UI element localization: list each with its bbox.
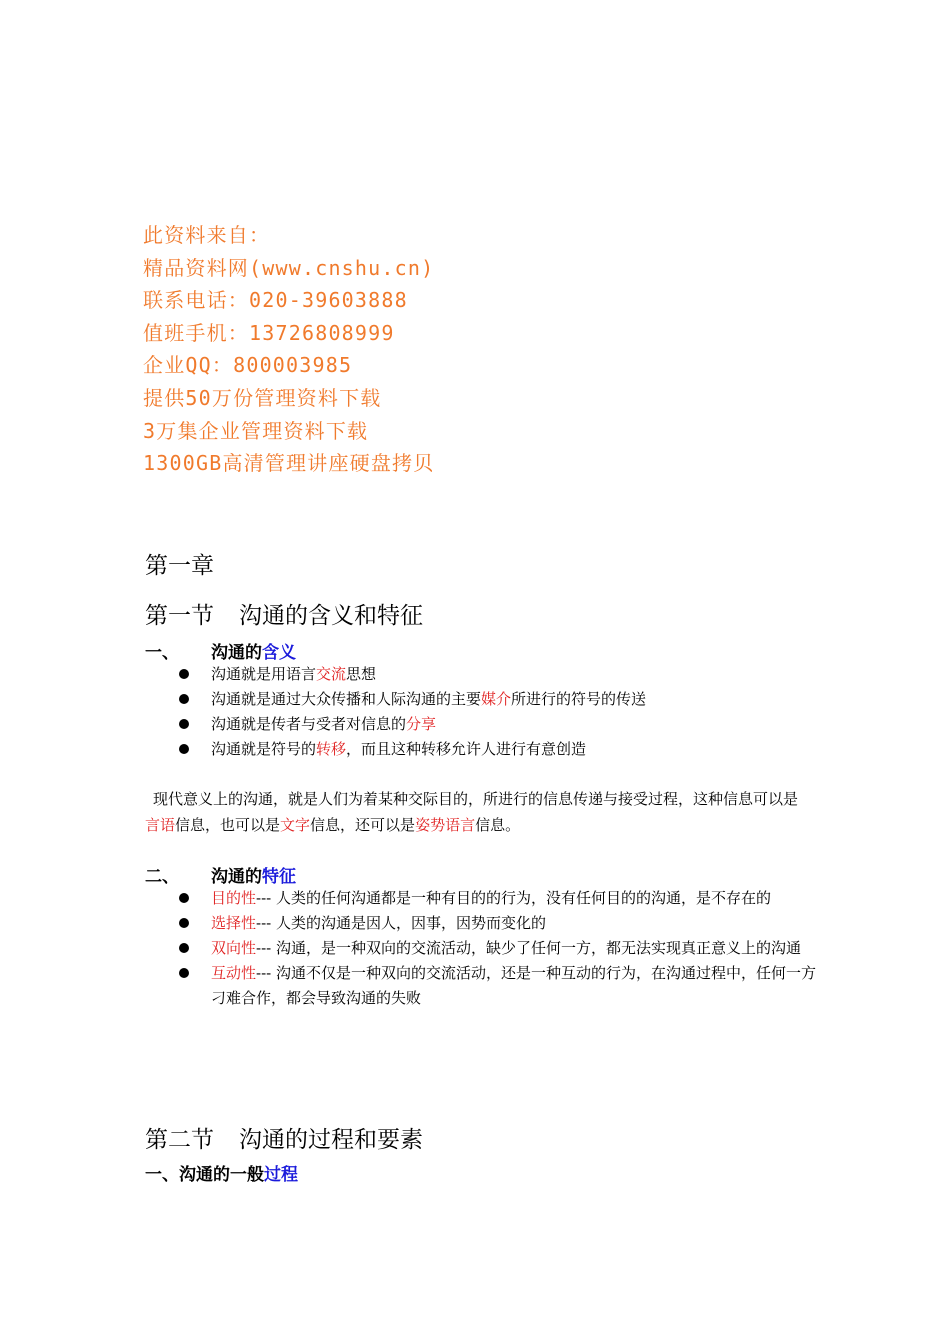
section-number: 第一节 <box>145 603 214 629</box>
highlight-term: 媒介 <box>481 690 512 708</box>
highlight-term: 言语 <box>145 816 176 834</box>
definition-paragraph: 现代意义上的沟通，就是人们为着某种交际目的，所进行的信息传递与接受过程，这种信息可以是言语信息，也可以是文字信息，还可以是姿势语言信息。 <box>145 790 799 834</box>
promo-line: 值班手机：13726808999 <box>143 320 395 345</box>
promo-line: 企业QQ：800003985 <box>143 353 353 378</box>
promo-line: 此资料来自： <box>143 223 271 247</box>
bullet-icon <box>179 918 189 928</box>
promo-line: 提供50万份管理资料下载 <box>143 385 382 410</box>
section-title <box>145 597 423 630</box>
list-item: 沟通就是符号的转移，而且这种转移允许人进行有意创造 <box>178 737 821 762</box>
sub-heading-highlight: 含义 <box>262 643 296 663</box>
sub-heading-text: 沟通的 <box>211 867 262 887</box>
source-info-block <box>143 219 434 480</box>
bullet-icon <box>179 719 189 729</box>
sub-heading-highlight: 特征 <box>262 867 296 887</box>
list-item: 沟通就是用语言交流思想 <box>178 662 821 687</box>
highlight-term: 双向性 <box>211 939 257 957</box>
promo-line: 3万集企业管理资料下载 <box>143 418 369 443</box>
list-item: 双向性--- 沟通，是一种双向的交流活动，缺少了任何一方，都无法实现真正意义上的沟通 <box>178 936 821 961</box>
section-number: 第二节 <box>145 1127 214 1153</box>
bullet-icon <box>179 694 189 704</box>
chapter-title: 第一章 <box>145 553 214 579</box>
sub-heading <box>145 638 296 663</box>
highlight-term: 目的性 <box>211 889 257 907</box>
section-heading-text: 沟通的含义和特征 <box>239 603 423 629</box>
list-item: 沟通就是通过大众传播和人际沟通的主要媒介所进行的符号的传送 <box>178 687 821 712</box>
definition-list <box>178 662 821 762</box>
sub-heading <box>145 1160 298 1185</box>
feature-list <box>178 886 821 1011</box>
list-item: 选择性--- 人类的沟通是因人，因事，因势而变化的 <box>178 911 821 936</box>
sub-heading-highlight: 过程 <box>264 1165 298 1185</box>
list-item: 互动性--- 沟通不仅是一种双向的交流活动，还是一种互动的行为，在沟通过程中，任何一方刁难合作，都会导致沟通的失败 <box>178 961 821 1011</box>
sub-heading-number: 一、 <box>145 643 179 663</box>
highlight-term: 互动性 <box>211 964 257 982</box>
section-title <box>145 1121 423 1154</box>
highlight-term: 文字 <box>280 816 311 834</box>
bullet-icon <box>179 968 189 978</box>
promo-line: 1300GB高清管理讲座硬盘拷贝 <box>143 451 435 476</box>
highlight-term: 分享 <box>406 715 437 733</box>
highlight-term: 姿势语言 <box>415 816 476 834</box>
bullet-icon <box>179 893 189 903</box>
sub-heading-text: 一、沟通的一般 <box>145 1165 264 1185</box>
list-item: 目的性--- 人类的任何沟通都是一种有目的的行为，没有任何目的的沟通，是不存在的 <box>178 886 821 911</box>
bullet-icon <box>179 943 189 953</box>
highlight-term: 交流 <box>316 665 347 683</box>
section-heading-text: 沟通的过程和要素 <box>239 1127 423 1153</box>
sub-heading-number: 二、 <box>145 867 179 887</box>
highlight-term: 转移 <box>316 740 347 758</box>
promo-line: 精品资料网(www.cnshu.cn) <box>143 255 435 280</box>
promo-line: 联系电话：020-39603888 <box>143 288 408 313</box>
sub-heading <box>145 862 296 887</box>
list-item: 沟通就是传者与受者对信息的分享 <box>178 712 821 737</box>
bullet-icon <box>179 744 189 754</box>
bullet-icon <box>179 669 189 679</box>
highlight-term: 选择性 <box>211 914 257 932</box>
sub-heading-text: 沟通的 <box>211 643 262 663</box>
